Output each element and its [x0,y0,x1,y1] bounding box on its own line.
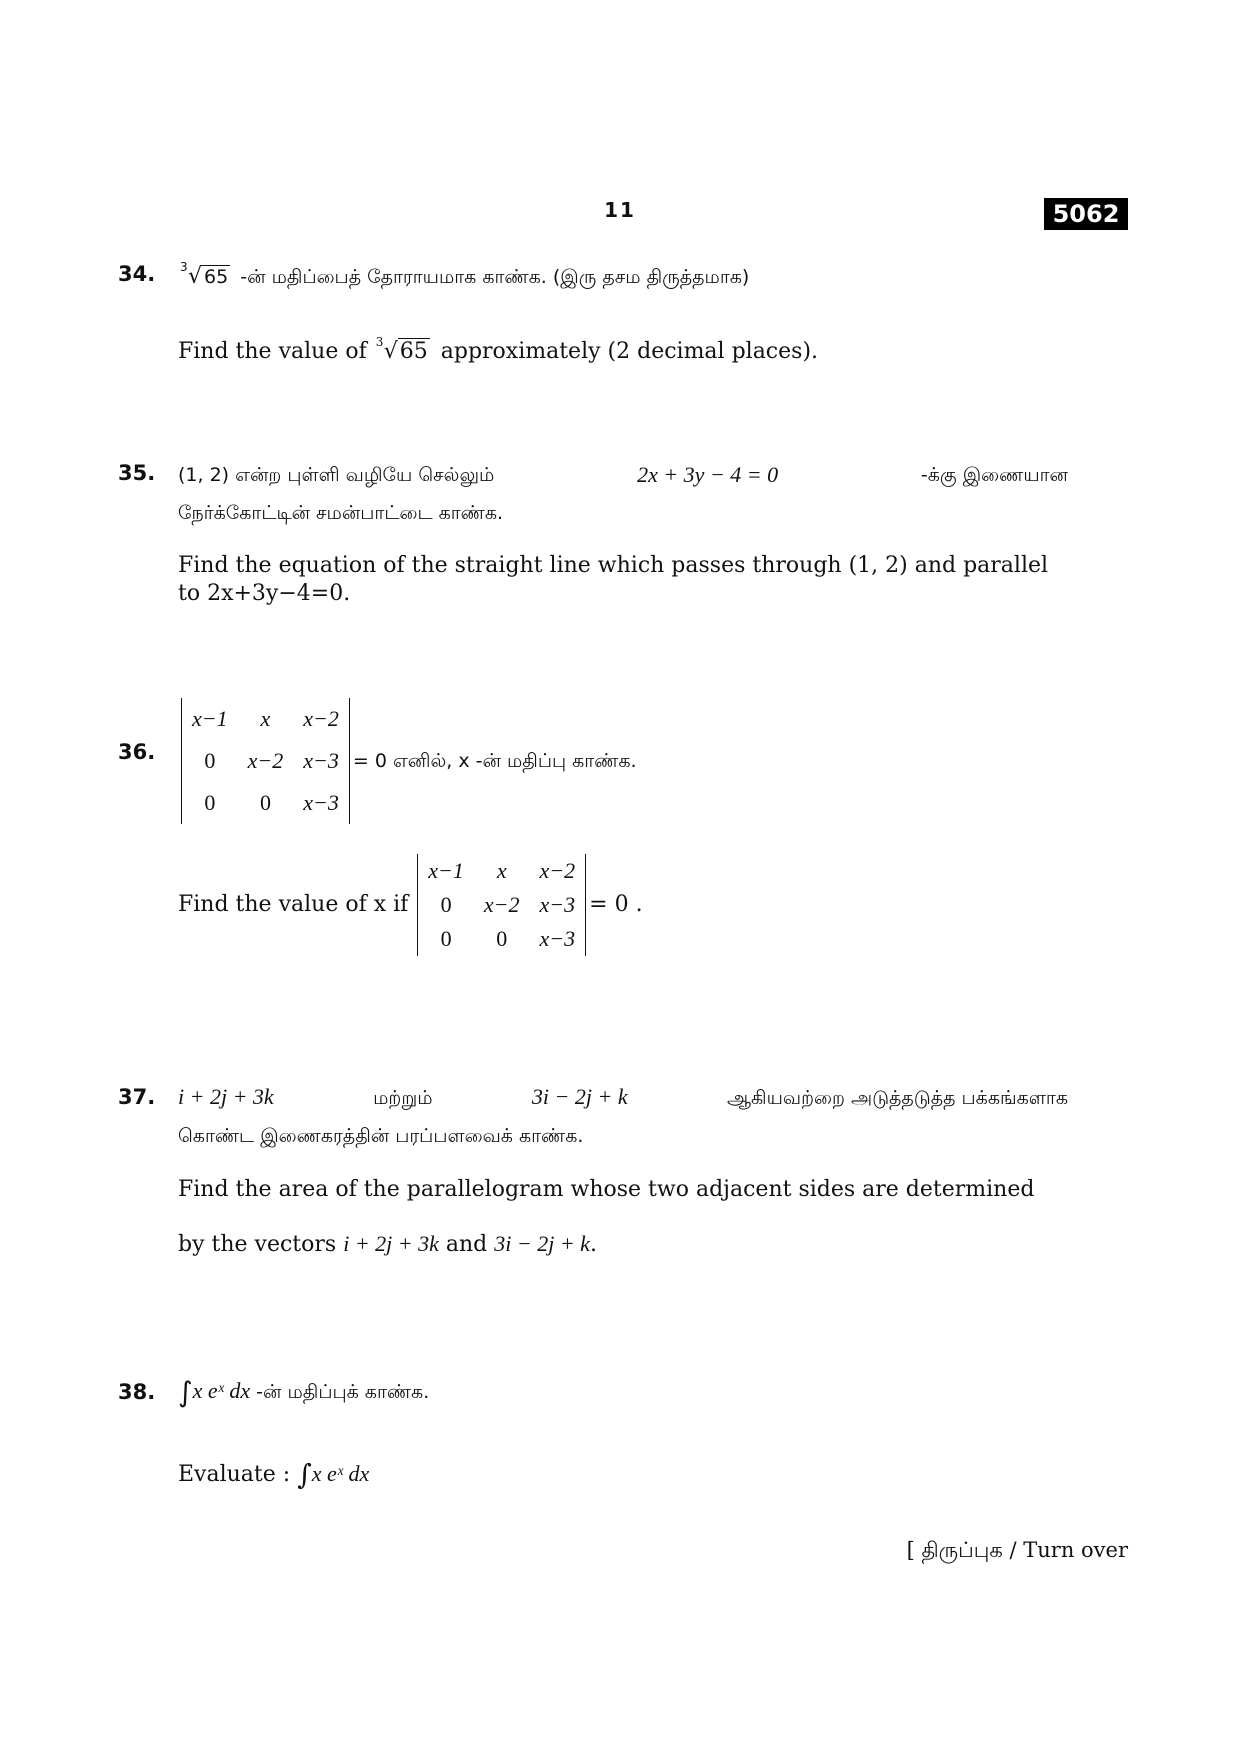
question-number-36: 36. [118,740,156,764]
q37-english-vec1: i + 2j + 3k [343,1231,439,1256]
q34-english [178,335,1068,366]
q34-tamil-text: -ன் மதிப்பைத் தோராயமாக காண்க. (இரு தசம திருத்தமாக) [240,266,750,288]
q37-english-and: and [445,1232,488,1257]
paper-code-badge: 5062 [1044,198,1128,230]
question-number-35: 35. [118,461,156,485]
q35-english [178,552,1068,608]
q38-tamil-text: -ன் மதிப்புக் காண்க. [256,1381,430,1403]
question-number-34: 34. [118,262,156,286]
q34-english-root: 3 √65 [375,335,428,364]
q37-english [178,1176,1068,1259]
q35-english-line2: to 2x+3y−4=0. [178,581,351,606]
q37-english-vec2: 3i − 2j + k [494,1231,590,1256]
q37-tamil-after: ஆகியவற்றை அடுத்தடுத்த பக்கங்களாக [727,1087,1068,1109]
q38-english-prefix: Evaluate : [178,1462,291,1487]
q36-english-prefix: Find the value of x if [178,892,409,917]
q37-english-line1: Find the area of the parallelogram whose two adjacent sides are determined [178,1177,1035,1202]
q36-english-suffix: = 0 . [589,892,643,917]
q34-root-expression: 3 √ 65 [180,260,229,289]
q37-tamil-line2: கொண்ட இணைகரத்தின் பரப்பளவைக் காண்க. [178,1125,584,1147]
q37-tamil-mid: மற்றும் [373,1087,433,1109]
q38-english-integrand: x eˣ dx [311,1461,370,1486]
q38-tamil: ∫x eˣ dx -ன் மதிப்புக் காண்க. [178,1375,430,1409]
q35-tamil-expr: 2x + 3y − 4 = 0 [637,462,779,487]
q36-english [178,854,1068,956]
q37-english-line2: by the vectors i + 2j + 3k and 3i − 2j + k. [178,1231,597,1257]
q34-english-prefix: Find the value of [178,339,367,364]
q34-tamil [178,258,1068,296]
q36-determinant: x−1 x x−2 0 x−2 x−3 0 0 x−3 [181,698,350,824]
q37-english-prefix: by the vectors [178,1232,337,1257]
q35-english-line1: Find the equation of the straight line which passes through (1, 2) and parallel [178,553,1049,578]
page-number: 11 [604,198,636,222]
q37-vector-2: 3i − 2j + k [531,1084,628,1109]
q35-tamil [178,456,1068,532]
question-number-38: 38. [118,1380,156,1404]
turn-over-note: [ திருப்புக / Turn over [906,1538,1128,1562]
q36-tamil [178,698,1068,824]
q34-english-suffix: approximately (2 decimal places). [440,339,819,364]
q35-tamil-line1b: -க்கு இணையான [920,464,1068,486]
q37-tamil [178,1078,1068,1155]
q38-integrand: x eˣ dx [192,1378,251,1403]
q36-english-determinant: x−1 x x−2 0 x−2 x−3 0 0 x−3 [417,854,586,956]
q37-vector-1: i + 2j + 3k [178,1084,274,1109]
q35-tamil-line2: நேர்க்கோட்டின் சமன்பாட்டை காண்க. [178,502,504,524]
q36-tamil-text: = 0 எனில், x -ன் மதிப்பு காண்க. [352,750,637,772]
q38-english: Evaluate : ∫x eˣ dx [178,1458,370,1491]
q35-tamil-line1a: (1, 2) என்ற புள்ளி வழியே செல்லும் [178,464,495,486]
question-number-37: 37. [118,1085,156,1109]
